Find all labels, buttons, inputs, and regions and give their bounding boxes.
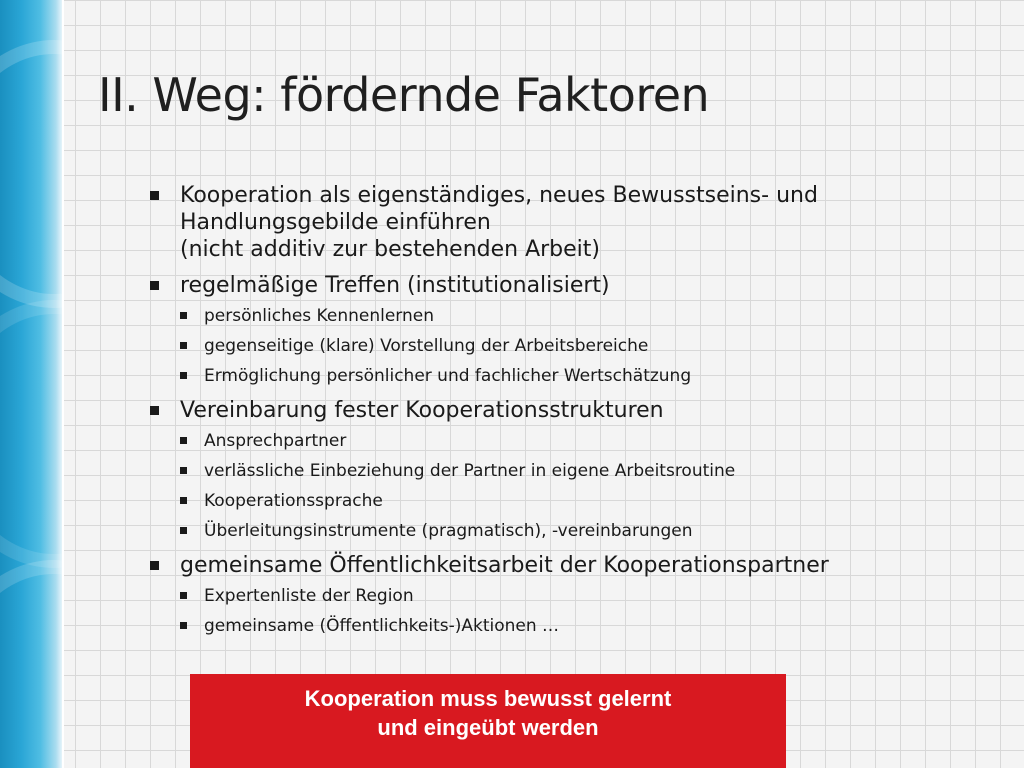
sub-bullet-item (180, 584, 980, 608)
decorative-swirl (0, 560, 62, 768)
sub-bullet-item (180, 429, 980, 453)
bullet-item (150, 397, 980, 543)
bullet-text: regelmäßige Treffen (institutionalisiert) (180, 273, 610, 298)
sub-bullet-item (180, 459, 980, 483)
square-bullet-icon (150, 191, 159, 200)
sub-bullet-item (180, 489, 980, 513)
bullet-text: gemeinsame Öffentlichkeitsarbeit der Kooperationspartner (180, 553, 829, 578)
sub-bullet-item (180, 519, 980, 543)
square-bullet-icon (150, 281, 159, 290)
square-bullet-icon (180, 312, 187, 319)
sub-bullet-text: Überleitungsinstrumente (pragmatisch), -vereinbarungen (204, 521, 693, 541)
side-divider (62, 0, 64, 768)
square-bullet-icon (180, 592, 187, 599)
bullet-list (150, 182, 980, 647)
square-bullet-icon (180, 437, 187, 444)
bullet-item (150, 272, 980, 388)
side-decoration-band (0, 0, 62, 768)
square-bullet-icon (180, 467, 187, 474)
sub-bullet-text: persönliches Kennenlernen (204, 306, 434, 326)
slide-title: II. Weg: fördernde Faktoren (98, 68, 710, 122)
bullet-item (150, 552, 980, 638)
sub-bullet-text: Ansprechpartner (204, 431, 347, 451)
sub-bullet-text: Ermöglichung persönlicher und fachlicher Wertschätzung (204, 366, 692, 386)
callout-box (190, 674, 786, 768)
square-bullet-icon (180, 342, 187, 349)
sub-bullet-list (180, 584, 980, 638)
callout-line-2: und eingeübt werden (377, 715, 599, 740)
square-bullet-icon (180, 622, 187, 629)
sub-bullet-text: verlässliche Einbeziehung der Partner in eigene Arbeitsroutine (204, 461, 736, 481)
sub-bullet-item (180, 614, 980, 638)
sub-bullet-text: Kooperationssprache (204, 491, 383, 511)
square-bullet-icon (150, 406, 159, 415)
bullet-text: Vereinbarung fester Kooperationsstrukturen (180, 398, 664, 423)
bullet-item (150, 182, 980, 263)
decorative-swirl (0, 300, 62, 568)
square-bullet-icon (180, 497, 187, 504)
square-bullet-icon (150, 561, 159, 570)
decorative-swirl (0, 40, 62, 308)
sub-bullet-list (180, 304, 980, 388)
sub-bullet-item (180, 334, 980, 358)
sub-bullet-text: Expertenliste der Region (204, 586, 414, 606)
sub-bullet-text: gegenseitige (klare) Vorstellung der Arbeitsbereiche (204, 336, 649, 356)
sub-bullet-item (180, 364, 980, 388)
square-bullet-icon (180, 372, 187, 379)
sub-bullet-text: gemeinsame (Öffentlichkeits-)Aktionen … (204, 616, 560, 636)
square-bullet-icon (180, 527, 187, 534)
callout-line-1: Kooperation muss bewusst gelernt (304, 686, 672, 711)
sub-bullet-item (180, 304, 980, 328)
bullet-text: Kooperation als eigenständiges, neues Bewusstseins- und Handlungsgebilde einführen (nicht additiv zur bestehenden Arbeit) (180, 183, 818, 262)
sub-bullet-list (180, 429, 980, 543)
